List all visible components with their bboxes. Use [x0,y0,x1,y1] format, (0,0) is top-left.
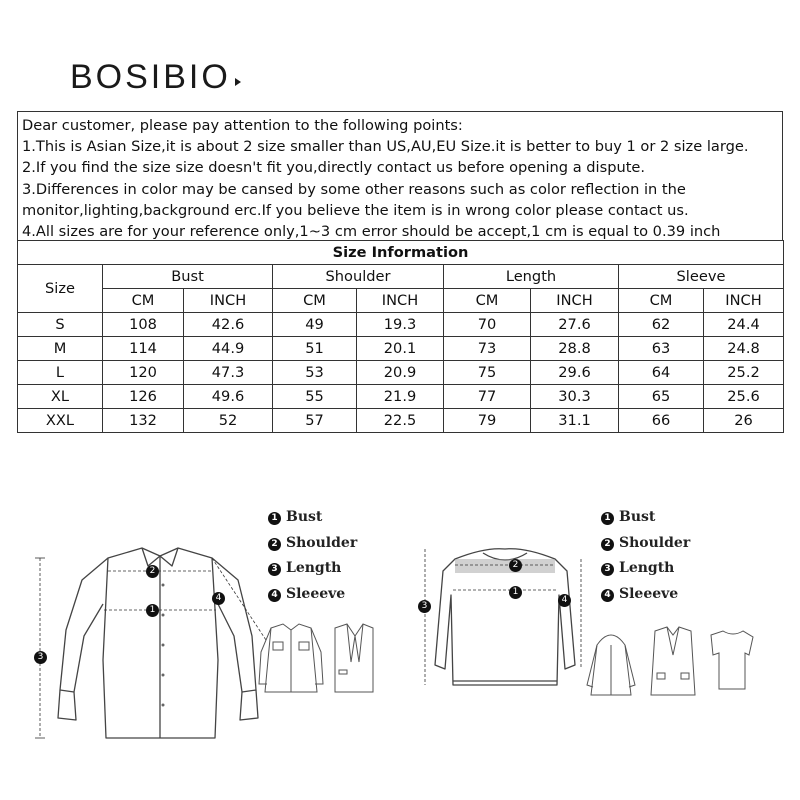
legend-label: Length [619,560,675,576]
measure-cell: 22.5 [357,409,444,433]
unit-header: INCH [357,289,444,313]
measure-cell: 27.6 [531,313,619,337]
notice-line: Dear customer, please pay attention to the following points: [22,117,463,134]
jacket-sketches [255,622,375,702]
number-1-icon: 1 [268,512,281,525]
unit-header: CM [273,289,357,313]
measure-cell: 20.1 [357,337,444,361]
measure-cell: 63 [619,337,704,361]
brand-logo [70,58,241,97]
table-row [18,361,784,385]
measure-cell: 19.3 [357,313,444,337]
table-title: Size Information [18,241,784,265]
legend-label: Length [286,560,342,576]
legend-item [601,586,690,612]
measure-cell: 44.9 [184,337,273,361]
measure-cell: 70 [444,313,531,337]
legend-label: Bust [619,509,656,525]
unit-header: INCH [184,289,273,313]
number-1-icon: 1 [601,512,614,525]
legend-item [601,509,690,535]
number-2-icon: 2 [601,538,614,551]
measure-cell: 21.9 [357,385,444,409]
sweater-diagram [415,545,595,705]
measure-cell: 52 [184,409,273,433]
legend-item [268,560,357,586]
garment-sketches [585,625,755,705]
notice-line: 3.Differences in color may be cansed by some other reasons such as color reflection in the [22,180,686,198]
measure-cell: 73 [444,337,531,361]
number-4-icon: 4 [268,589,281,602]
measure-cell: 77 [444,385,531,409]
measure-cell: 132 [103,409,184,433]
table-row [18,313,784,337]
measure-cell: 24.4 [704,313,784,337]
marker-shoulder: 2 [146,565,159,578]
measurement-diagrams [0,460,800,800]
table-row [18,337,784,361]
notice-line: monitor,lighting,background erc.If you believe the item is in wrong color please contact us. [22,201,689,219]
size-cell: M [18,337,103,361]
unit-header: CM [444,289,531,313]
group-header-sleeve: Sleeve [619,265,784,289]
measure-cell: 24.8 [704,337,784,361]
unit-header: CM [103,289,184,313]
group-header-bust: Bust [103,265,273,289]
legend-label: Sleeeve [286,585,346,602]
measure-cell: 108 [103,313,184,337]
measure-cell: 55 [273,385,357,409]
measure-cell: 79 [444,409,531,433]
measure-cell: 126 [103,385,184,409]
measure-cell: 29.6 [531,361,619,385]
group-header-length: Length [444,265,619,289]
number-3-icon: 3 [601,563,614,576]
table-row [18,409,784,433]
measure-cell: 49.6 [184,385,273,409]
measure-cell: 20.9 [357,361,444,385]
marker-bust: 1 [509,586,522,599]
measure-cell: 25.6 [704,385,784,409]
number-2-icon: 2 [268,538,281,551]
legend-item [601,535,690,561]
marker-length: 3 [418,600,431,613]
marker-sleeve: 4 [212,592,225,605]
size-cell: XXL [18,409,103,433]
legend-right [601,509,690,611]
legend-label: Shoulder [286,534,358,551]
measure-cell: 75 [444,361,531,385]
table-row [18,385,784,409]
number-3-icon: 3 [268,563,281,576]
size-table [17,240,784,433]
measure-cell: 65 [619,385,704,409]
size-cell: L [18,361,103,385]
measure-cell: 28.8 [531,337,619,361]
notice-line: 1.This is Asian Size,it is about 2 size smaller than US,AU,EU Size.it is better to buy 1 or 2 size large. [22,138,749,156]
size-header: Size [18,265,103,313]
measure-cell: 25.2 [704,361,784,385]
legend-label: Sleeeve [619,585,679,602]
measure-cell: 57 [273,409,357,433]
notice-line: 4.All sizes are for your reference only,1~3 cm error should be accept,1 cm is equal to 0.39 inch [22,223,721,241]
unit-header: INCH [704,289,784,313]
legend-item [601,560,690,586]
legend-item [268,509,357,535]
notice-line: 2.If you find the size size doesn't fit you,directly contact us before opening a dispute. [22,159,646,177]
legend-item [268,586,357,612]
brand-triangle-icon [235,78,241,86]
marker-shoulder: 2 [509,559,522,572]
measure-cell: 64 [619,361,704,385]
measure-cell: 66 [619,409,704,433]
measure-cell: 120 [103,361,184,385]
unit-header: CM [619,289,704,313]
measure-cell: 51 [273,337,357,361]
shirt-diagram [30,540,290,740]
measure-cell: 30.3 [531,385,619,409]
measure-cell: 53 [273,361,357,385]
measure-cell: 62 [619,313,704,337]
measure-cell: 49 [273,313,357,337]
measure-cell: 114 [103,337,184,361]
group-header-shoulder: Shoulder [273,265,444,289]
marker-bust: 1 [146,604,159,617]
marker-sleeve: 4 [558,594,571,607]
size-cell: XL [18,385,103,409]
measure-cell: 26 [704,409,784,433]
legend-item [268,535,357,561]
measure-cell: 31.1 [531,409,619,433]
customer-notice [17,111,783,241]
measure-cell: 42.6 [184,313,273,337]
legend-label: Shoulder [619,534,691,551]
size-cell: S [18,313,103,337]
legend-left [268,509,357,611]
brand-name: BOSIBIO [70,58,231,96]
measure-cell: 47.3 [184,361,273,385]
marker-length: 3 [34,651,47,664]
number-4-icon: 4 [601,589,614,602]
unit-header: INCH [531,289,619,313]
legend-label: Bust [286,509,323,525]
